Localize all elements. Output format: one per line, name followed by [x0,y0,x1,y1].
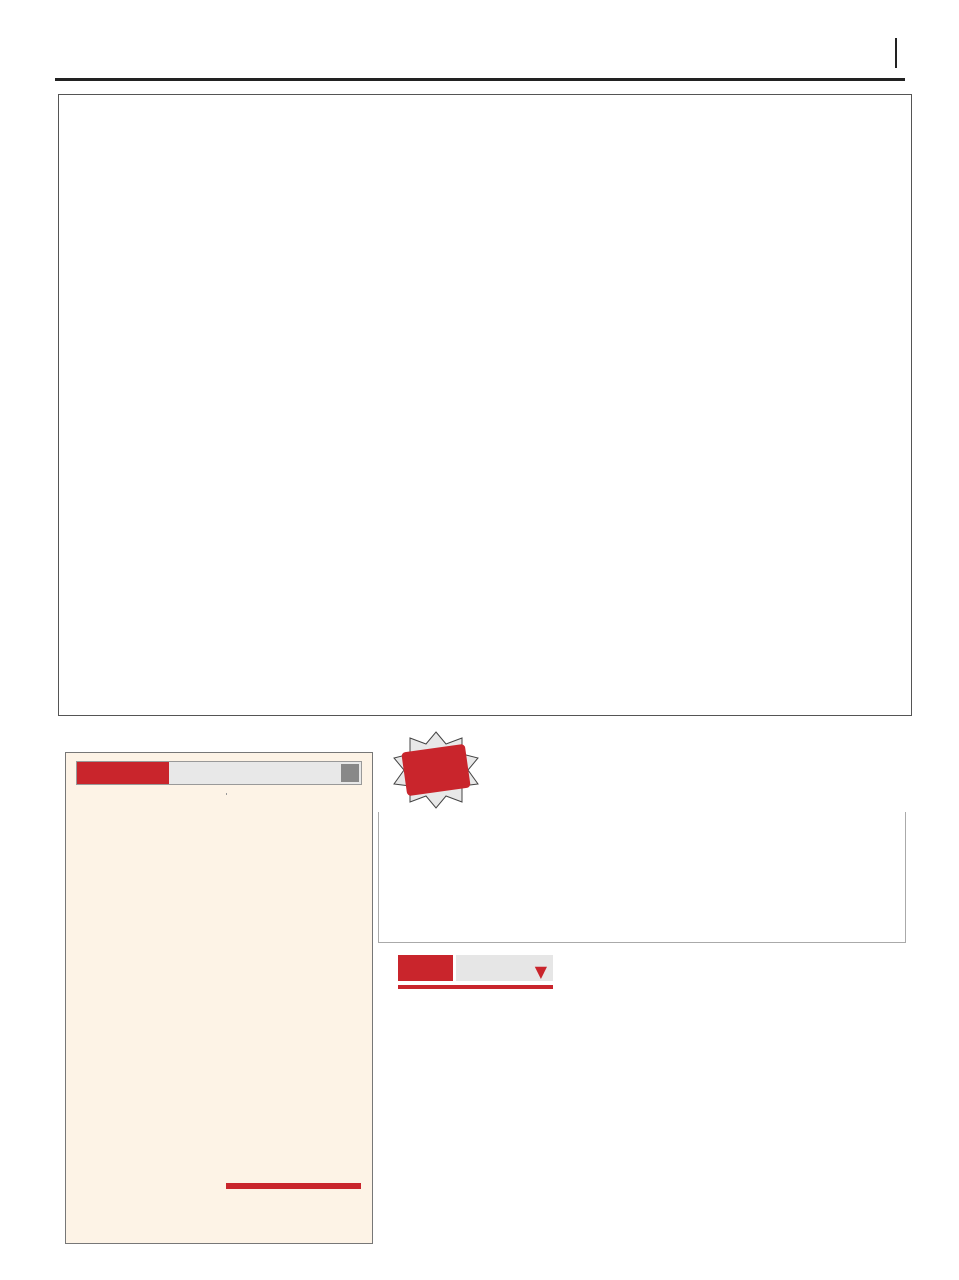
page-header [55,38,905,81]
table-header [501,985,553,989]
triangle-down-icon: ▼ [534,962,547,981]
left-panel [65,752,373,1244]
article-body [398,818,902,936]
triangle-icon [341,764,359,782]
qxc-col-2 [743,1044,903,1050]
table-header [450,985,502,989]
qxc-box [398,955,553,1135]
prize-table [398,985,553,989]
p5-result [226,1183,361,1233]
skill-badge [378,730,494,810]
table-header [398,985,450,989]
analysis-column [72,793,217,801]
p5-label [226,1183,361,1189]
trend-chart [58,94,912,716]
panel-tag [77,762,169,784]
position-column [226,793,373,795]
qxc-period [456,955,553,981]
qxc-title-bar [398,955,553,981]
trend-chart-svg [59,95,911,715]
qxc-tag [398,955,453,981]
section-title [887,38,905,68]
qxc-col-1 [573,1044,733,1046]
panel-title-bar [76,761,362,785]
